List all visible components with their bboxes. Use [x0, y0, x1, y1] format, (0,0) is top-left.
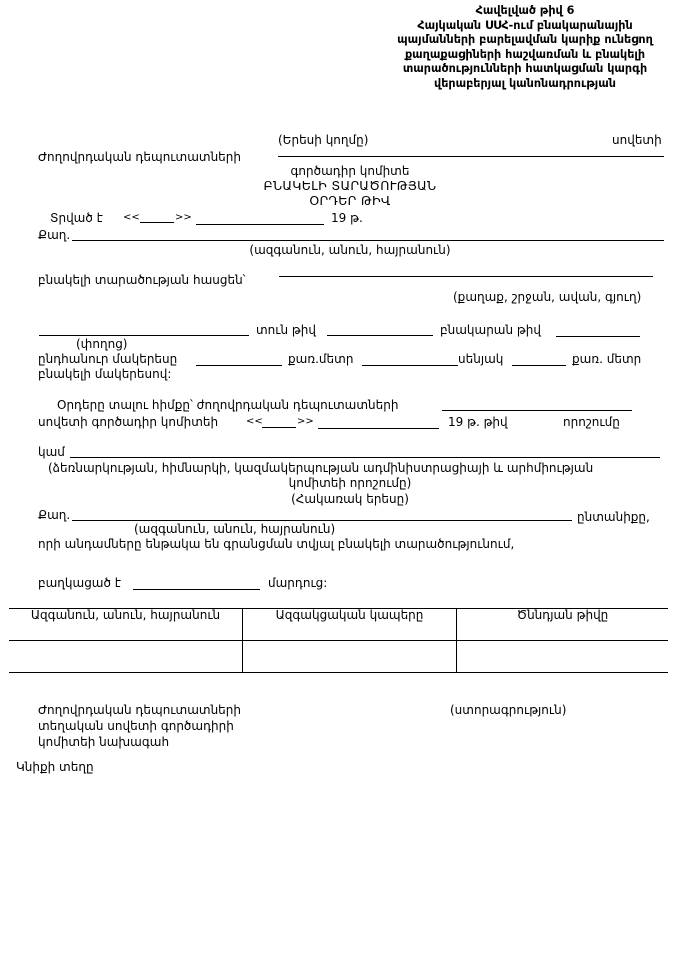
- address-hint: (քաղաք, շրջան, ավան, գյուղ): [453, 290, 642, 304]
- appendix-note-line: քաղաքացիների հաշվառման և բնակելի: [404, 47, 646, 61]
- chairman-line-3: կոմիտեի նախագահ: [38, 735, 170, 749]
- city-hint: (Երեսի կողմը): [278, 133, 369, 147]
- year-suffix: 19 թ.: [331, 211, 363, 225]
- sqm-label-2: քառ. մետր: [572, 352, 642, 366]
- address-label: բնակելի տարածության հասցեն՝: [38, 273, 246, 287]
- signature-hint: (ստորագրություն): [450, 703, 567, 717]
- basis-line-2: սովետի գործադիր կոմիտեի: [38, 415, 219, 429]
- decision-label: որոշումը: [563, 415, 620, 429]
- basis-line-1: Օրդերը տալու հիմքը՝ ժողովրդական դեպուտատների: [57, 398, 399, 412]
- appendix-note-line: տարածությունների հատկացման կարգի: [402, 62, 648, 76]
- day-field-line[interactable]: [140, 222, 174, 223]
- basis-year-number: 19 թ. թիվ: [448, 415, 508, 429]
- citizen-prefix: Քաղ.: [38, 228, 71, 242]
- citizen-name-hint: (ազգանուն, անուն, հայրանուն): [249, 243, 451, 257]
- family-head-hint: (ազգանուն, անուն, հայրանուն): [134, 522, 336, 536]
- basis-soviet-field-line[interactable]: [442, 410, 632, 411]
- family-citizen-prefix: Քաղ.: [38, 508, 71, 522]
- persons-count-field-line[interactable]: [133, 589, 260, 590]
- table-bottom-border: [9, 672, 668, 673]
- document-title: ԲՆԱԿԵԼԻ ՏԱՐԱԾՈՒԹՅԱՆ: [263, 178, 437, 193]
- basis-close-quote: >>: [297, 416, 314, 427]
- issuer-city-field-line[interactable]: [278, 156, 664, 157]
- date-open-quote: <<: [123, 212, 140, 223]
- table-cell-name[interactable]: [12, 648, 238, 666]
- table-cell-relation[interactable]: [246, 648, 452, 666]
- soviet-label: սովետի: [612, 133, 662, 147]
- citizen-name-field-line[interactable]: [72, 240, 664, 241]
- issued-label: Տրված է: [50, 211, 103, 225]
- living-area-field-line[interactable]: [512, 365, 566, 366]
- table-header-relation: Ազգակցական կապերը: [275, 608, 424, 622]
- organization-decision-field-line[interactable]: [70, 457, 660, 458]
- appendix-note-line: Հավելված թիվ 6: [475, 4, 575, 17]
- chairman-line-1: Ժողովրդական դեպուտատների: [38, 703, 241, 717]
- apartment-label: բնակարան թիվ: [440, 323, 541, 337]
- street-hint: (փողոց): [76, 337, 128, 351]
- street-field-line[interactable]: [39, 335, 249, 336]
- date-close-quote: >>: [175, 212, 192, 223]
- persons-label: մարդուց:: [268, 576, 328, 590]
- table-header-name: Ազգանուն, անուն, հայրանուն: [30, 608, 221, 622]
- family-head-field-line[interactable]: [72, 520, 572, 521]
- appendix-note-line: Հայկական ՍՍՀ-ում բնակարանային: [417, 18, 633, 32]
- table-row-divider: [9, 640, 668, 641]
- chairman-line-2: տեղական սովետի գործադիրի: [38, 719, 234, 733]
- living-area-label: բնակելի մակերեսով:: [38, 367, 172, 381]
- reverse-side-label: (Հակառակ երեսը): [291, 492, 409, 506]
- basis-day-field-line[interactable]: [262, 427, 296, 428]
- order-number-label: ՕՐԴԵՐ ԹԻՎ: [309, 193, 391, 208]
- deputies-label: Ժողովրդական դեպուտատների: [38, 150, 241, 164]
- table-cell-birth-year[interactable]: [460, 648, 664, 666]
- month-field-line[interactable]: [196, 224, 324, 225]
- house-number-field-line[interactable]: [327, 335, 433, 336]
- house-label: տուն թիվ: [256, 323, 316, 337]
- organization-hint-2: կոմիտեի որոշումը): [288, 476, 412, 490]
- family-suffix: ընտանիքը,: [577, 510, 650, 524]
- consists-label: բաղկացած է: [38, 576, 121, 590]
- committee-label: գործադիր կոմիտե: [290, 164, 410, 178]
- appendix-note: [375, 4, 675, 92]
- table-header-birth-year: Ծննդյան թիվը: [516, 608, 609, 622]
- or-label: կամ: [38, 445, 65, 459]
- sqm-label: քառ.մետր: [288, 352, 354, 366]
- total-area-label: ընդհանուր մակերեսը: [38, 352, 178, 366]
- stamp-place-label: Կնիքի տեղը: [16, 760, 94, 774]
- apartment-number-field-line[interactable]: [556, 336, 640, 337]
- family-registration-text: որի անդամները ենթակա են գրանցման տվյալ բնակելի տարածությունում,: [38, 537, 515, 551]
- total-area-field-line[interactable]: [196, 365, 282, 366]
- appendix-note-line: վերաբերյալ կանոնադրության: [434, 76, 616, 90]
- basis-open-quote: <<: [246, 416, 263, 427]
- rooms-count-field-line[interactable]: [362, 365, 458, 366]
- rooms-label: սենյակ: [458, 352, 504, 366]
- appendix-note-line: պայմանների բարելավման կարիք ունեցող: [397, 33, 653, 47]
- address-field-line[interactable]: [279, 276, 653, 277]
- organization-hint-1: (ձեռնարկության, հիմնարկի, կազմակերպության ադմինիստրացիայի և արհմիության: [48, 461, 594, 475]
- basis-month-field-line[interactable]: [318, 428, 439, 429]
